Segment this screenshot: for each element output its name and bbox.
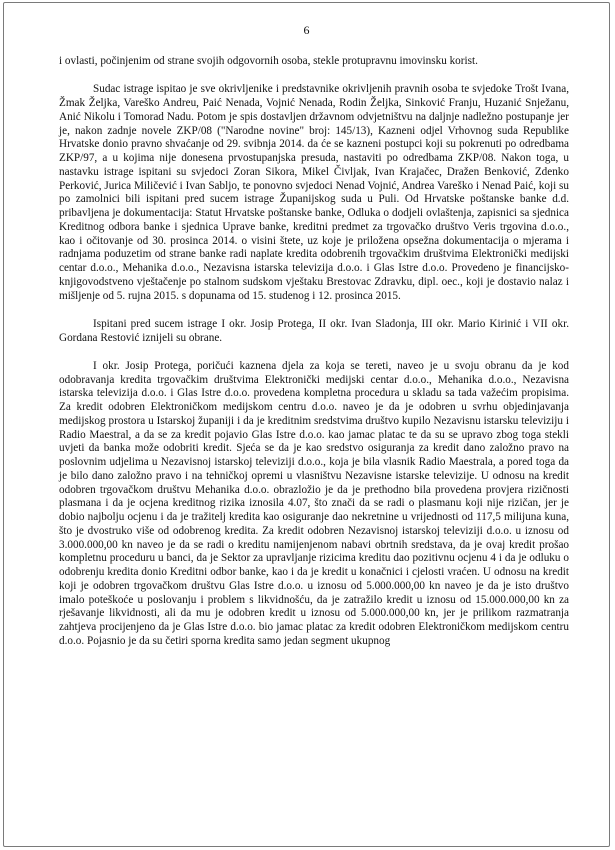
paragraph-investigation: Sudac istrage ispitao je sve okrivljenike i predstavnike okrivljenih pravnih osoba te svjedoke Trošt Ivana, Žmak Željka, Vareško Andreu, Paić Nenada, Vojnić Nenada, Rodin Željka, Sinković Franju, Huzanić Snježanu, Anić Nikolu i Tomorad Nadu. Potom je spis dostavljen državnom odvjetništvu na daljnje nadležno postupanje jer je, nakon zadnje novele ZKP/08 ("Narodne novine" broj: 145/13), Kazneni odjel Vrhovnog suda Republike Hrvatske donio pravno shvaćanje od 29. svibnja 2014. da će se kazneni postupci koji su pokrenuti po odredbama ZKP/97, a u kojima nije donesena prvostupanjska presuda, nastaviti po odredbama ZKP/08. Nakon toga, u nastavku istrage ispitani su svjedoci Zoran Sikora, Mikel Čivljak, Ivan Krajačec, Dražen Benković, Zdenko Perković, Jurica Miličević i Ivan Sabljo, te ponovno svjedoci Nenad Vojnić, Andrea Vareško i Nenad Paić, koji su po zamolnici bili ispitani pred sucem istrage Županijskog suda u Puli. Od Hrvatske poštanske banke d.d. pribavljena je dokumentacija: Statut Hrvatske poštanske banke, Odluka o dodjeli ovlaštenja, zapisnici sa sjednica Kreditnog odbora banke i sjednica Uprave banke, kreditni predmet za trgovačko društvo Veris trgovina d.o.o., kao i očitovanje od 30. prosinca 2014. o visini štete, uz koje je priložena opsežna dokumentacija o mjerama i radnjama poduzetim od strane banke radi naplate kredita odobrenih trgovačkim društvima Elektronički medijski centar d.o.o., Mehanika d.o.o., Nezavisna istarska televizija d.o.o. i Glas Istre d.o.o. Provedeno je financijsko-knjigovodstveno vještačenje po stalnom sudskom vještaku Brestovac Zdravku, dipl. oec., koji je dostavio nalaz i mišljenje od 5. rujna 2015. s dopunama od 15. studenog i 12. prosinca 2015. — [59, 83, 569, 302]
paragraph-first-defendant-defense: I okr. Josip Protega, poričući kaznena djela za koja se tereti, naveo je u svoju obranu da je kod odobravanja kredita trgovačkim društvima Elektronički medijski centar d.o.o., Mehanika d.o.o., Nezavisna istarska televizija d.o.o. i Glas Istre d.o.o. provedena kompletna procedura u skladu sa tada važećim propisima. Za kredit odobren Elektroničkom medijskom centru d.o.o. naveo je da je odobren u svrhu objedinjavanja medijskog prostora u Istarskoj županiji i da je kreditnim sredstvima društvo kupilo Nezavisnu istarsku televiziju i Radio Maestral, a da se za kredit pojavio Glas Istre d.o.o. kao jamac platac te da su se upravo zbog toga stekli uvjeti da banka može odobriti kredit. Sjeća se da je kao sredstvo osiguranja za kredit dano založno pravo na poslovnim udjelima u Nezavisnoj istarskoj televiziji d.o.o., koja je bila vlasnik Radio Maestrala, a pored toga da je bilo dano založno pravo i na tehničkoj opremi u vlasništvu Nezavisne istarske televizije. U odnosu na kredit odobren trgovačkom društvu Mehanika d.o.o. obrazložio je da je prethodno bila provedena provjera rizičnosti plasmana i da je ocjena kreditnog rizika iznosila 4.07, što znači da se radi o plasmanu koji nije rizičan, jer je dobio najbolju ocjenu i da je tražitelj kredita kao osiguranje dao nekretnine u vrijednosti od 117,5 milijuna kuna, što je dvostruko više od odobrenog kredita. Za kredit odobren Nezavisnoj istarskoj televiziji d.o.o. u iznosu od 3.000.000,00 kn naveo je da se radi o kreditu namijenjenom nabavi obrtnih sredstava, da je ovaj kredit prošao kompletnu proceduru u banci, da je Sektor za upravljanje rizicima kreditu dao pozitivnu ocjenu 4 i da je odluku o odobrenju kredita donio Kreditni odbor banke, kao i da je kredit u konačnici i cjelosti vraćen. U odnosu na kredit koji je odobren trgovačkom društvu Glas Istre d.o.o. u iznosu od 5.000.000,00 kn naveo je da je isto društvo imalo poteškoće u poslovanju i problem s likvidnošću, da je zatražilo kredit u iznosu od 15.000.000,00 kn za rješavanje likvidnosti, ali da mu je odobren kredit u iznosu od 5.000.000,00 kn, jer je prilikom razmatranja zahtjeva procijenjeno da je Glas Istre d.o.o. bio jamac platac za kredit odobren Elektroničkom medijskom centru d.o.o. Pojasnio je da su četiri sporna kredita samo jedan segment ukupnog — [59, 359, 569, 647]
paragraph-continuation: i ovlasti, počinjenim od strane svojih odgovornih osoba, stekle protupravnu imovinsku korist. — [59, 55, 478, 67]
document-page — [3, 2, 610, 847]
page-number: 6 — [303, 23, 310, 37]
paragraph-defendants-questioned: Ispitani pred sucem istrage I okr. Josip Protega, II okr. Ivan Sladonja, III okr. Mario Kirinić i VII okr. Gordana Restović iznijeli su obrane. — [59, 317, 569, 344]
document-body — [59, 55, 569, 663]
